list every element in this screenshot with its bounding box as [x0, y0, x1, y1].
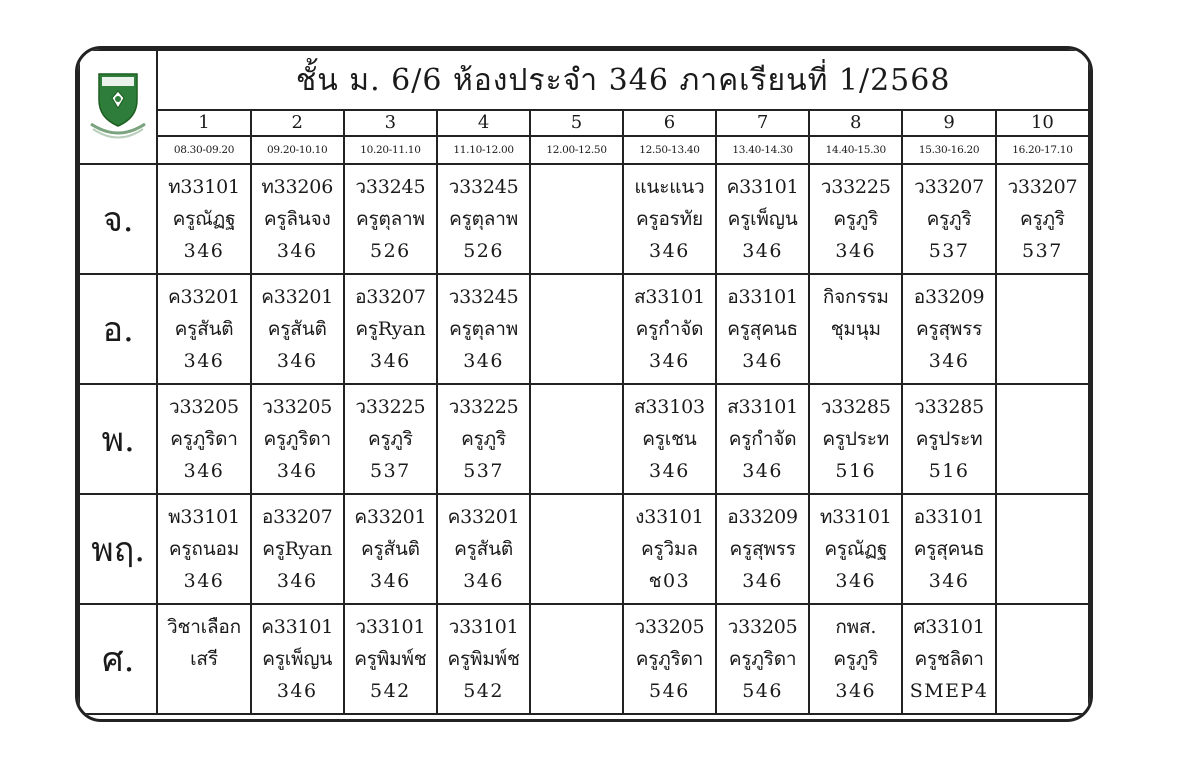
slot-code: ส33101 — [634, 286, 705, 308]
period-time-row — [79, 136, 1089, 164]
slot-teacher: ครูสุคนธ — [913, 538, 985, 560]
slot-code: อ33209 — [727, 506, 798, 528]
slot-code: ว33245 — [355, 176, 426, 198]
day-label: จ. — [79, 164, 157, 274]
class-slot — [716, 604, 809, 714]
slot-teacher: ครูพิมพ์ช — [354, 648, 427, 670]
slot-teacher: ครูพิมพ์ช — [447, 648, 520, 670]
slot-teacher: ครูสันติ — [360, 538, 420, 560]
period-time: 12.00-12.50 — [530, 136, 623, 164]
slot-room: 346 — [276, 240, 318, 262]
slot-room — [531, 455, 622, 487]
period-number: 5 — [530, 110, 623, 136]
day-label: พฤ. — [79, 494, 157, 604]
class-slot — [902, 494, 995, 604]
slot-teacher: ครูเชน — [642, 428, 697, 450]
slot-code: ค33101 — [261, 616, 334, 638]
slot-teacher: ครูRyan — [262, 538, 333, 560]
slot-code: ท33101 — [819, 506, 892, 528]
slot-room: 542 — [370, 680, 411, 702]
slot-code — [997, 391, 1088, 423]
class-slot — [251, 164, 344, 274]
slot-code: ค33201 — [261, 286, 334, 308]
class-slot — [437, 604, 530, 714]
slot-teacher — [531, 423, 622, 455]
class-slot — [344, 384, 437, 494]
day-row — [79, 494, 1089, 604]
slot-teacher: ครูประท — [822, 428, 890, 450]
slot-teacher: เสรี — [190, 648, 218, 670]
class-slot — [344, 164, 437, 274]
slot-teacher: ครูอรทัย — [635, 208, 703, 230]
period-number: 1 — [157, 110, 250, 136]
class-slot — [251, 604, 344, 714]
slot-teacher: ครูชลิดา — [914, 648, 984, 670]
slot-room: 546 — [742, 680, 783, 702]
day-label: พ. — [79, 384, 157, 494]
slot-room: ช03 — [648, 570, 691, 592]
slot-teacher: ครูสันติ — [454, 538, 513, 560]
class-slot — [809, 274, 902, 384]
period-number: 8 — [809, 110, 902, 136]
slot-room: 346 — [742, 460, 783, 482]
slot-code: ส33101 — [727, 396, 798, 418]
slot-teacher: ครูภูริ — [367, 428, 413, 450]
slot-room: 346 — [183, 570, 225, 592]
class-slot — [251, 494, 344, 604]
slot-code: ว33101 — [448, 616, 519, 638]
slot-code: พ33101 — [168, 506, 240, 528]
slot-room: 542 — [463, 680, 504, 702]
slot-teacher — [531, 643, 622, 675]
slot-code: ว33245 — [448, 176, 519, 198]
slot-code: วิชาเลือก — [167, 616, 241, 638]
slot-room — [531, 345, 622, 377]
period-time: 14.40-15.30 — [809, 136, 902, 164]
class-slot — [623, 604, 716, 714]
class-slot — [157, 384, 250, 494]
slot-teacher: ครูภูริดา — [728, 648, 797, 670]
class-slot — [996, 274, 1089, 384]
slot-room: 537 — [1022, 240, 1063, 262]
slot-room: 526 — [370, 240, 411, 262]
slot-room: 346 — [742, 570, 783, 592]
day-row — [79, 274, 1089, 384]
period-number: 6 — [623, 110, 716, 136]
slot-code: ว33245 — [448, 286, 519, 308]
slot-teacher: ครูณัฏฐ — [824, 538, 888, 560]
slot-room: 346 — [370, 350, 411, 372]
slot-room: 346 — [276, 680, 318, 702]
class-slot — [157, 604, 250, 714]
class-slot — [157, 164, 250, 274]
slot-teacher: ครูภูริ — [833, 208, 879, 230]
slot-teacher: ครูเพ็ญน — [262, 648, 333, 670]
slot-code — [531, 501, 622, 533]
slot-room: 537 — [370, 460, 411, 482]
slot-room — [158, 675, 249, 707]
period-time: 08.30-09.20 — [157, 136, 250, 164]
slot-teacher: ครูภูริดา — [635, 648, 704, 670]
period-time: 13.40-14.30 — [716, 136, 809, 164]
slot-code: อ33207 — [261, 506, 333, 528]
slot-room — [997, 455, 1088, 487]
day-label: อ. — [79, 274, 157, 384]
slot-room: 346 — [276, 350, 318, 372]
class-slot — [902, 274, 995, 384]
day-row — [79, 604, 1089, 714]
slot-code: ง33101 — [635, 506, 704, 528]
slot-code: ว33101 — [355, 616, 426, 638]
period-number: 2 — [251, 110, 344, 136]
period-time: 16.20-17.10 — [996, 136, 1089, 164]
period-number: 3 — [344, 110, 437, 136]
slot-code: อ33101 — [727, 286, 798, 308]
period-number: 4 — [437, 110, 530, 136]
slot-code — [531, 391, 622, 423]
class-slot — [809, 494, 902, 604]
class-slot — [809, 604, 902, 714]
class-slot — [902, 164, 995, 274]
slot-room: 346 — [276, 570, 318, 592]
slot-teacher: ครูเพ็ญน — [727, 208, 798, 230]
slot-code: ค33201 — [168, 286, 240, 308]
class-slot — [437, 384, 530, 494]
slot-room — [997, 565, 1088, 597]
class-slot — [437, 274, 530, 384]
slot-room: 346 — [835, 240, 877, 262]
period-time: 10.20-11.10 — [344, 136, 437, 164]
slot-code: ค33201 — [447, 506, 520, 528]
period-number: 9 — [902, 110, 995, 136]
class-slot — [530, 164, 623, 274]
slot-room — [531, 565, 622, 597]
slot-room: 346 — [835, 680, 877, 702]
slot-teacher: ครูสันติ — [267, 318, 327, 340]
class-slot — [344, 604, 437, 714]
slot-teacher: ครูประท — [915, 428, 983, 450]
slot-teacher: ครูตุลาพ — [449, 318, 519, 340]
slot-room: 346 — [649, 350, 690, 372]
slot-code — [531, 171, 622, 203]
slot-teacher: ครูภูริ — [1019, 208, 1065, 230]
slot-room — [997, 675, 1088, 707]
slot-room: 346 — [276, 460, 318, 482]
slot-teacher: ครูกำจัด — [728, 428, 797, 450]
slot-teacher: ครูสุพรร — [915, 318, 983, 340]
class-slot — [251, 384, 344, 494]
slot-room: 346 — [370, 570, 411, 592]
slot-code — [531, 611, 622, 643]
slot-room: 346 — [835, 570, 877, 592]
slot-room: 346 — [928, 570, 970, 592]
slot-code: ว33205 — [727, 616, 798, 638]
school-logo-icon — [87, 66, 149, 144]
slot-code: ส33103 — [634, 396, 705, 418]
slot-room — [531, 675, 622, 707]
slot-room — [997, 345, 1088, 377]
slot-room: 346 — [463, 350, 504, 372]
period-number: 7 — [716, 110, 809, 136]
slot-teacher — [997, 313, 1088, 345]
class-slot — [437, 164, 530, 274]
slot-code: ว33225 — [355, 396, 426, 418]
class-slot — [437, 494, 530, 604]
slot-teacher: ครูสุคนธ — [727, 318, 798, 340]
slot-room: 346 — [742, 240, 783, 262]
slot-code: อ33209 — [913, 286, 985, 308]
slot-code: ว33207 — [1007, 176, 1078, 198]
slot-code: อ33207 — [355, 286, 426, 308]
slot-code: ว33205 — [634, 616, 705, 638]
class-slot — [716, 384, 809, 494]
slot-teacher: ครูถนอม — [168, 538, 240, 560]
slot-teacher — [531, 203, 622, 235]
slot-room: 546 — [649, 680, 690, 702]
slot-room — [531, 235, 622, 267]
slot-teacher: ครูภูริดา — [170, 428, 238, 450]
slot-teacher: ครูภูริ — [461, 428, 506, 450]
period-time: 12.50-13.40 — [623, 136, 716, 164]
class-slot — [623, 494, 716, 604]
slot-code — [997, 281, 1088, 313]
slot-code: กิจกรรม — [822, 286, 889, 308]
period-time: 15.30-16.20 — [902, 136, 995, 164]
timetable-frame — [75, 46, 1093, 722]
slot-code — [997, 501, 1088, 533]
slot-room: 346 — [183, 350, 225, 372]
slot-code: ท33101 — [168, 176, 240, 198]
slot-code: ว33205 — [169, 396, 239, 418]
class-slot — [530, 274, 623, 384]
slot-teacher: ครูกำจัด — [635, 318, 704, 340]
class-slot — [623, 384, 716, 494]
class-slot — [902, 604, 995, 714]
class-slot — [716, 164, 809, 274]
slot-teacher: ครูRyan — [355, 318, 426, 340]
slot-teacher: ครูวิมล — [641, 538, 698, 560]
class-slot — [996, 494, 1089, 604]
class-slot — [996, 164, 1089, 274]
class-slot — [157, 274, 250, 384]
class-slot — [996, 384, 1089, 494]
period-time: 09.20-10.10 — [251, 136, 344, 164]
class-slot — [344, 274, 437, 384]
slot-teacher — [997, 533, 1088, 565]
class-slot — [623, 164, 716, 274]
slot-code: ศ33101 — [913, 616, 985, 638]
slot-code: กพส. — [835, 616, 877, 638]
class-slot — [996, 604, 1089, 714]
class-slot — [157, 494, 250, 604]
slot-teacher: ครูตุลาพ — [449, 208, 519, 230]
page-title: ชั้น ม. 6/6 ห้องประจำ 346 ภาคเรียนที่ 1/2568 — [157, 50, 1089, 110]
day-label: ศ. — [79, 604, 157, 714]
slot-teacher: ครูลินจง — [263, 208, 331, 230]
class-slot — [344, 494, 437, 604]
class-slot — [809, 164, 902, 274]
slot-code: แนะแนว — [634, 176, 705, 198]
slot-room — [810, 345, 901, 377]
slot-teacher: ชุมนุม — [830, 318, 881, 340]
slot-teacher: ครูตุลาพ — [355, 208, 425, 230]
slot-code: ว33225 — [820, 176, 891, 198]
slot-code — [997, 611, 1088, 643]
slot-teacher: ครูสันติ — [174, 318, 234, 340]
slot-teacher — [997, 643, 1088, 675]
slot-room: 346 — [649, 240, 690, 262]
slot-teacher: ครูณัฏฐ — [172, 208, 236, 230]
slot-code: ว33205 — [262, 396, 333, 418]
slot-code: ว33207 — [914, 176, 985, 198]
slot-code: ค33201 — [354, 506, 427, 528]
slot-teacher — [997, 423, 1088, 455]
class-slot — [530, 604, 623, 714]
slot-code: ค33101 — [726, 176, 799, 198]
class-slot — [716, 494, 809, 604]
class-slot — [809, 384, 902, 494]
class-slot — [716, 274, 809, 384]
slot-teacher: ครูภูริดา — [263, 428, 331, 450]
day-row — [79, 164, 1089, 274]
slot-room: SMEP4 — [909, 680, 989, 702]
slot-teacher — [531, 533, 622, 565]
class-slot — [251, 274, 344, 384]
slot-code: ว33285 — [820, 396, 891, 418]
class-slot — [623, 274, 716, 384]
period-number: 10 — [996, 110, 1089, 136]
slot-code: ว33225 — [448, 396, 519, 418]
slot-code: อ33101 — [913, 506, 985, 528]
class-slot — [530, 384, 623, 494]
slot-room: 346 — [649, 460, 690, 482]
period-time: 11.10-12.00 — [437, 136, 530, 164]
slot-teacher — [531, 313, 622, 345]
slot-room: 526 — [463, 240, 504, 262]
timetable — [78, 49, 1090, 715]
class-slot — [902, 384, 995, 494]
slot-room: 516 — [835, 460, 877, 482]
school-logo-cell — [79, 50, 157, 164]
slot-teacher: ครูภูริ — [926, 208, 972, 230]
slot-code: ท33206 — [261, 176, 334, 198]
slot-room: 516 — [928, 460, 970, 482]
slot-code — [531, 281, 622, 313]
day-row — [79, 384, 1089, 494]
slot-teacher: ครูภูริ — [833, 648, 879, 670]
slot-room: 346 — [742, 350, 783, 372]
slot-room: 537 — [928, 240, 970, 262]
slot-teacher: ครูสุพรร — [729, 538, 796, 560]
period-number-row — [79, 110, 1089, 136]
slot-room: 346 — [463, 570, 504, 592]
class-slot — [530, 494, 623, 604]
slot-room: 346 — [183, 460, 225, 482]
slot-code: ว33285 — [914, 396, 985, 418]
slot-room: 346 — [183, 240, 225, 262]
slot-room: 537 — [463, 460, 504, 482]
slot-room: 346 — [928, 350, 970, 372]
